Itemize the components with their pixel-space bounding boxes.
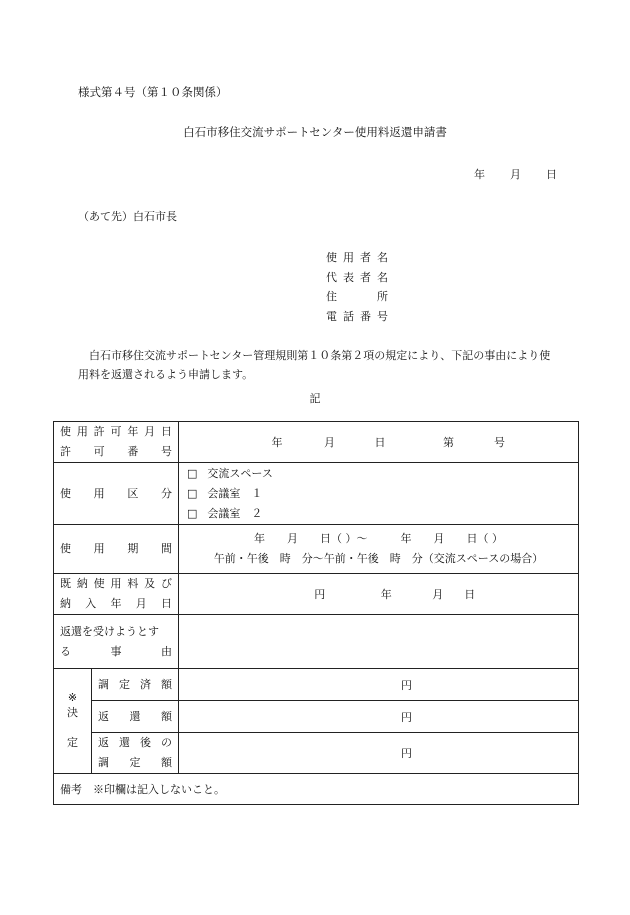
permit-day: 日 bbox=[374, 436, 386, 449]
date-line bbox=[474, 166, 557, 182]
period-date-line: 年 月 日（ ）～ 年 月 日（ ） bbox=[254, 532, 503, 545]
after-label-1: 返還後の bbox=[98, 736, 172, 749]
reason-value[interactable] bbox=[179, 615, 579, 669]
checkbox-icon[interactable]: □ bbox=[187, 506, 198, 520]
date-day: 日 bbox=[546, 168, 557, 181]
decision-label-cell bbox=[54, 669, 92, 774]
refund-yen: 円 bbox=[401, 710, 412, 724]
date-year: 年 bbox=[474, 168, 485, 181]
category-label: 使用区分 bbox=[60, 486, 172, 500]
paid-label-cell bbox=[54, 574, 179, 615]
refund-label: 返還額 bbox=[98, 709, 172, 723]
paid-year: 年 bbox=[380, 588, 392, 601]
decision-mark: ※ bbox=[67, 691, 78, 704]
body-text: 白石市移住交流サポートセンター管理規則第１０条第２項の規定により、下記の事由により使用料を返還されるよう申請します。 bbox=[78, 349, 551, 381]
permit-year: 年 bbox=[271, 436, 283, 449]
after-row bbox=[54, 733, 579, 774]
form-number: 様式第４号（第１０条関係） bbox=[78, 85, 228, 99]
ki-heading: 記 bbox=[309, 392, 321, 405]
paid-date-label: 納入年月日 bbox=[60, 597, 172, 610]
reason-label-1: 返還を受けようとす bbox=[60, 624, 159, 638]
reason-label-2: る事由 bbox=[60, 644, 172, 658]
option-label: 会議室 ２ bbox=[207, 506, 263, 520]
phone-label: 電話番号 bbox=[326, 309, 388, 323]
refund-label-cell bbox=[92, 701, 179, 733]
after-yen: 円 bbox=[401, 747, 412, 760]
applicant-block bbox=[326, 247, 388, 326]
refund-row bbox=[54, 701, 579, 733]
option-meeting-room-1[interactable] bbox=[179, 484, 578, 504]
category-row bbox=[54, 463, 579, 525]
paid-value[interactable] bbox=[179, 574, 579, 615]
after-label-2: 調定額 bbox=[98, 756, 172, 769]
decision-spacer bbox=[54, 721, 91, 735]
checkbox-icon[interactable]: □ bbox=[187, 466, 198, 480]
remarks-row bbox=[54, 774, 579, 805]
after-value[interactable] bbox=[179, 733, 579, 774]
assessed-row bbox=[54, 669, 579, 701]
option-label: 交流スペース bbox=[207, 466, 273, 480]
permit-go: 号 bbox=[494, 436, 505, 449]
period-label: 使用期間 bbox=[60, 542, 172, 555]
period-time-line: 午前・午後 時 分～午前・午後 時 分（交流スペースの場合） bbox=[213, 552, 544, 565]
address-label: 住所 bbox=[326, 290, 388, 304]
user-name-label: 使用者名 bbox=[326, 250, 388, 264]
category-label-cell bbox=[54, 463, 179, 525]
addressee: （あて先）白石市長 bbox=[78, 210, 177, 223]
permit-month: 月 bbox=[324, 436, 335, 449]
checkbox-icon[interactable]: □ bbox=[187, 486, 198, 500]
decision-char-2: 定 bbox=[67, 736, 78, 749]
reason-row bbox=[54, 615, 579, 669]
permit-value[interactable] bbox=[179, 422, 579, 463]
category-options bbox=[179, 463, 579, 525]
reason-label-cell bbox=[54, 615, 179, 669]
paid-day: 日 bbox=[464, 588, 476, 601]
period-label-cell bbox=[54, 525, 179, 574]
representative-label: 代表者名 bbox=[326, 270, 388, 284]
assessed-label-cell bbox=[92, 669, 179, 701]
document-title: 白石市移住交流サポートセンター使用料返還申請書 bbox=[183, 125, 447, 139]
assessed-yen: 円 bbox=[401, 678, 412, 692]
period-row bbox=[54, 525, 579, 574]
decision-char-1: 決 bbox=[67, 706, 78, 719]
paid-row bbox=[54, 574, 579, 615]
refund-value[interactable] bbox=[179, 701, 579, 733]
period-value[interactable] bbox=[179, 525, 579, 574]
after-label-cell bbox=[92, 733, 179, 774]
permit-dai: 第 bbox=[443, 436, 454, 449]
paid-yen: 円 bbox=[314, 588, 326, 601]
permit-label bbox=[54, 422, 179, 463]
assessed-label: 調定済額 bbox=[98, 677, 172, 691]
permit-date-label: 使用許可年月日 bbox=[60, 425, 172, 438]
permit-number-label: 許可番号 bbox=[60, 445, 172, 458]
option-meeting-room-2[interactable] bbox=[179, 504, 578, 524]
assessed-value[interactable] bbox=[179, 669, 579, 701]
permit-row bbox=[54, 422, 579, 463]
date-month: 月 bbox=[510, 168, 521, 181]
paid-month: 月 bbox=[432, 588, 444, 601]
remarks: 備考 ※印欄は記入しないこと。 bbox=[54, 774, 579, 805]
option-label: 会議室 １ bbox=[207, 486, 263, 500]
option-exchange-space[interactable] bbox=[179, 464, 578, 484]
paid-fee-label: 既納使用料及び bbox=[60, 577, 172, 590]
application-table bbox=[53, 421, 579, 805]
